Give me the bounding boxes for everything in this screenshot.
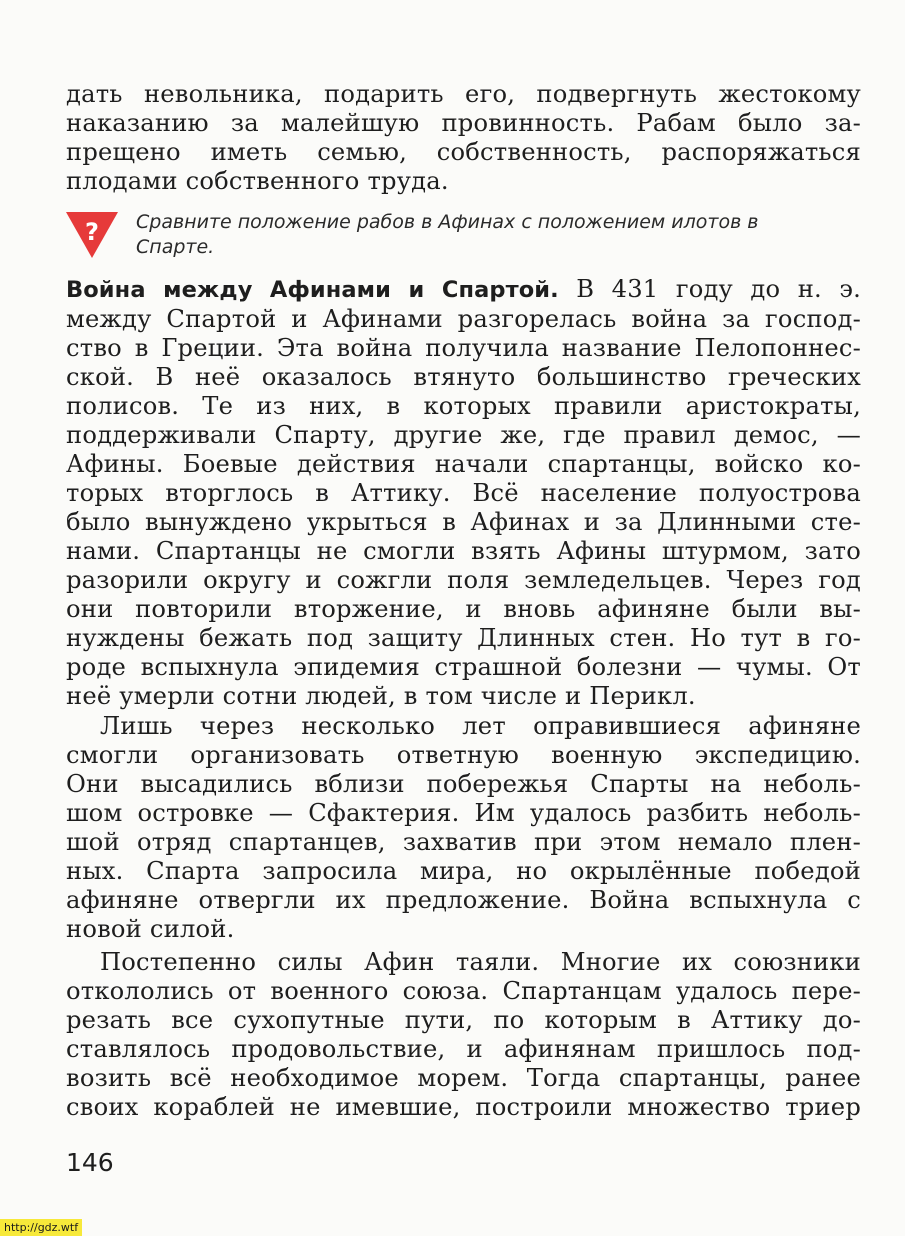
text-line: возить всё необходимое морем. Тогда спартанцы, ранее	[66, 1064, 861, 1092]
text-line: ных. Спарта запросила мира, но окрылённые победой	[66, 857, 861, 885]
text-line: шой отряд спартанцев, захватив при этом немало плен-	[66, 828, 861, 856]
text-line: ской. В неё оказалось втянуто большинство греческих	[66, 363, 861, 391]
section-first-line	[66, 275, 861, 305]
text-line: неё умерли сотни людей, в том числе и Перикл.	[66, 682, 696, 710]
text-line: ство в Греции. Эта война получила название Пелопоннес-	[66, 334, 861, 362]
section-first-line-rest: В 431 году до н. э.	[558, 275, 861, 303]
question-mark-triangle-icon	[66, 212, 118, 258]
text-line: поддерживали Спарту, другие же, где правил демос, —	[66, 421, 861, 449]
text-line: Афины. Боевые действия начали спартанцы, войско ко-	[66, 450, 861, 478]
text-line: своих кораблей не имевшие, построили множество триер	[66, 1093, 861, 1121]
section-war	[66, 275, 861, 711]
text-line: ставлялось продовольствие, и афинянам пришлось под-	[66, 1035, 861, 1063]
text-line: роде вспыхнула эпидемия страшной болезни — чумы. От	[66, 653, 861, 681]
text-line: Лишь через несколько лет оправившиеся афиняне	[100, 712, 861, 740]
text-line: новой силой.	[66, 915, 235, 943]
text-line: прещено иметь семью, собственность, распоряжаться	[66, 138, 861, 166]
page-number: 146	[66, 1148, 114, 1177]
text-line: плодами собственного труда.	[66, 167, 449, 195]
text-line: резать все сухопутные пути, по которым в Аттику до-	[66, 1006, 861, 1034]
text-line: они повторили вторжение, и вновь афиняне были вы-	[66, 595, 861, 623]
question-symbol: ?	[85, 218, 99, 246]
text-line: смогли организовать ответную военную экспедицию.	[66, 741, 861, 769]
text-line: откололись от военного союза. Спартанцам удалось пере-	[66, 977, 861, 1005]
text-line: наказанию за малейшую провинность. Рабам было за-	[66, 109, 861, 137]
text-line: между Спартой и Афинами разгорелась война за господ-	[66, 305, 861, 333]
text-line: шом островке — Сфактерия. Им удалось разбить неболь-	[66, 799, 861, 827]
text-line: торых вторглось в Аттику. Всё население полуострова	[66, 479, 861, 507]
text-line: нуждены бежать под защиту Длинных стен. Но тут в го-	[66, 624, 861, 652]
text-line: нами. Спартанцы не смогли взять Афины штурмом, зато	[66, 537, 861, 565]
question-box	[66, 210, 861, 262]
paragraph-expedition	[66, 712, 861, 944]
paragraph-slaves	[66, 80, 861, 196]
section-heading: Война между Афинами и Спартой.	[66, 277, 559, 303]
text-line: полисов. Те из них, в которых правили аристократы,	[66, 392, 861, 420]
text-line: Они высадились вблизи побережья Спарты на неболь-	[66, 770, 861, 798]
question-line: Сравните положение рабов в Афинах с положением илотов в	[136, 211, 759, 233]
text-line: афиняне отвергли их предложение. Война вспыхнула с	[66, 886, 861, 914]
question-text	[136, 210, 861, 260]
text-line: Постепенно силы Афин таяли. Многие их союзники	[100, 948, 861, 976]
paragraph-decline	[66, 948, 861, 1122]
question-line: Спарте.	[136, 236, 215, 258]
text-line: дать невольника, подарить его, подвергнуть жестокому	[66, 80, 861, 108]
watermark-link[interactable]: http://gdz.wtf	[0, 1219, 82, 1236]
text-line: было вынуждено укрыться в Афинах и за Длинными сте-	[66, 508, 861, 536]
text-line: разорили округу и сожгли поля земледельцев. Через год	[66, 566, 861, 594]
